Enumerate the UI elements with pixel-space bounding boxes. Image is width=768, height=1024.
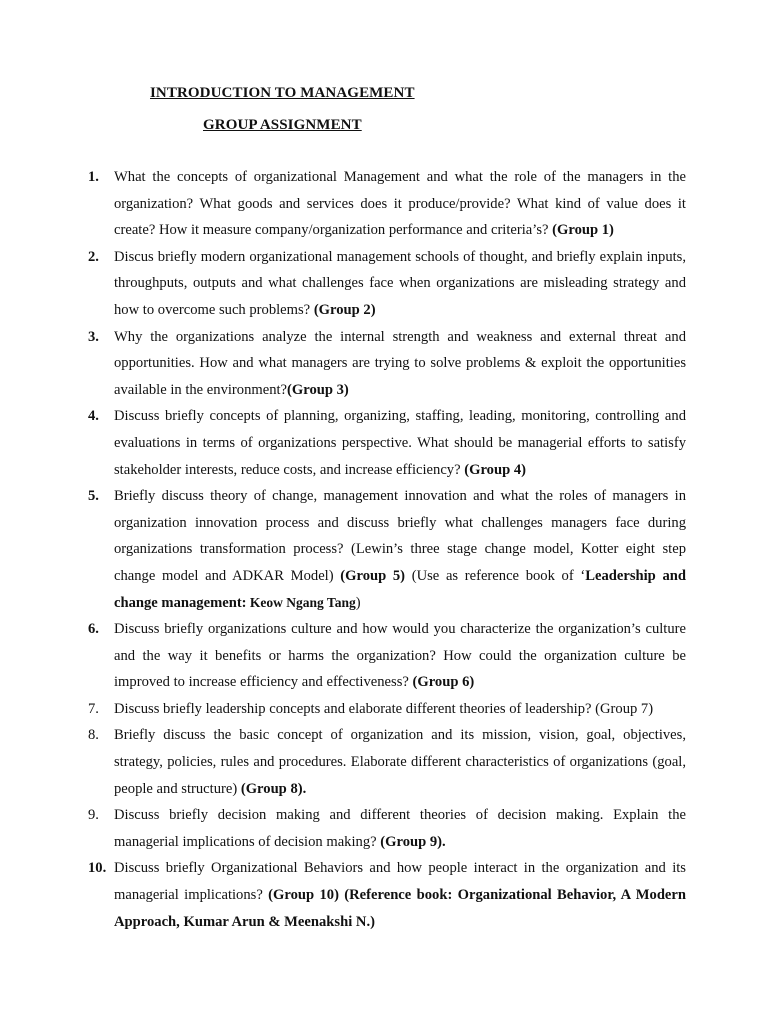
item-text: Briefly discuss theory of change, management innovation and what the roles of managers in organization innovation process and discuss briefly what challenges managers face during organizations transformation process? (Lewin’s three stage change model, Kotter eight step change model and ADKAR Model) (114, 488, 686, 584)
page-title: INTRODUCTION TO MANAGEMENT (150, 85, 415, 101)
list-item (88, 696, 686, 723)
item-number: 5. (88, 488, 99, 505)
item-number: 4. (88, 408, 99, 425)
group-label: (Group 4) (464, 461, 526, 478)
item-number: 1. (88, 169, 99, 185)
item-number: 2. (88, 248, 99, 265)
group-label: (Group 5) (340, 567, 406, 584)
item-text: What the concepts of organizational Management and what the role of the managers in the organization? What goods and services does it produce/provide? What kind of value does it create? How it measure company/organization performance and criteria’s? (114, 169, 686, 239)
list-item (88, 483, 686, 616)
list-item (88, 722, 686, 802)
page-subtitle: GROUP ASSIGNMENT (203, 117, 362, 133)
item-number: 8. (88, 727, 99, 744)
item-number: 3. (88, 328, 99, 345)
item-text: Discuss briefly concepts of planning, organizing, staffing, leading, monitoring, controlling and evaluations in terms of organizations perspective. What should be managerial efforts to satisfy stakeholder interests, reduce costs, and increase efficiency? (114, 408, 686, 478)
list-item (88, 324, 686, 404)
item-text: Discuss briefly organizations culture and how would you characterize the organization’s culture and the way it benefits or harms the organization? How could the organization culture be improved to increase efficiency and effectiveness? (114, 621, 686, 691)
group-label: (Group 10) (Reference book: Organizational Behavior, A Modern Approach, (114, 887, 687, 930)
item-text: Discuss briefly Organizational Behaviors and how people interact in the organization and its managerial implications? (114, 860, 686, 904)
group-label: (Group 1) (552, 222, 614, 239)
list-item (88, 616, 686, 696)
reference-author: Keow Ngang Tang (246, 594, 356, 610)
group-label: (Group 3) (287, 381, 349, 398)
reference-close: ) (355, 594, 361, 611)
question-list (88, 164, 686, 935)
item-text: Why the organizations analyze the internal strength and weakness and external threat and opportunities. How and what managers are trying to solve problems & exploit the opportunities available in the environment? (114, 328, 686, 398)
reference-authors: Kumar Arun & Meenakshi N.) (179, 913, 375, 930)
list-item (88, 855, 686, 935)
reference-book: Leadership and change management: (114, 567, 686, 611)
item-text: Discuss briefly leadership concepts and elaborate different theories of leadership? (Group 7) (114, 700, 654, 717)
list-item (88, 244, 686, 324)
item-number: 7. (88, 700, 99, 717)
group-label: (Group 9). (380, 833, 446, 850)
item-text: Briefly discuss the basic concept of organization and its mission, vision, goal, objectives, strategy, policies, rules and procedures. Elaborate different characteristics of organizations (goal, people and structure) (114, 727, 686, 797)
list-item (88, 403, 686, 483)
item-number: 10. (88, 860, 107, 877)
group-label: (Group 6) (412, 674, 475, 691)
group-label: (Group 2) (313, 301, 376, 318)
item-text: Discus briefly modern organizational management schools of thought, and briefly explain inputs, throughputs, outputs and what challenges face when organizations are misleading strategy and how to overcome such problems? (114, 248, 686, 318)
item-text: Discuss briefly decision making and different theories of decision making. Explain the managerial implications of decision making? (114, 807, 686, 850)
group-label: (Group 8). (240, 780, 307, 797)
item-number: 9. (88, 807, 99, 824)
reference-intro: (Use as reference book of ‘ (405, 567, 586, 584)
list-item (88, 164, 686, 244)
list-item (88, 802, 686, 855)
item-number: 6. (88, 621, 99, 638)
